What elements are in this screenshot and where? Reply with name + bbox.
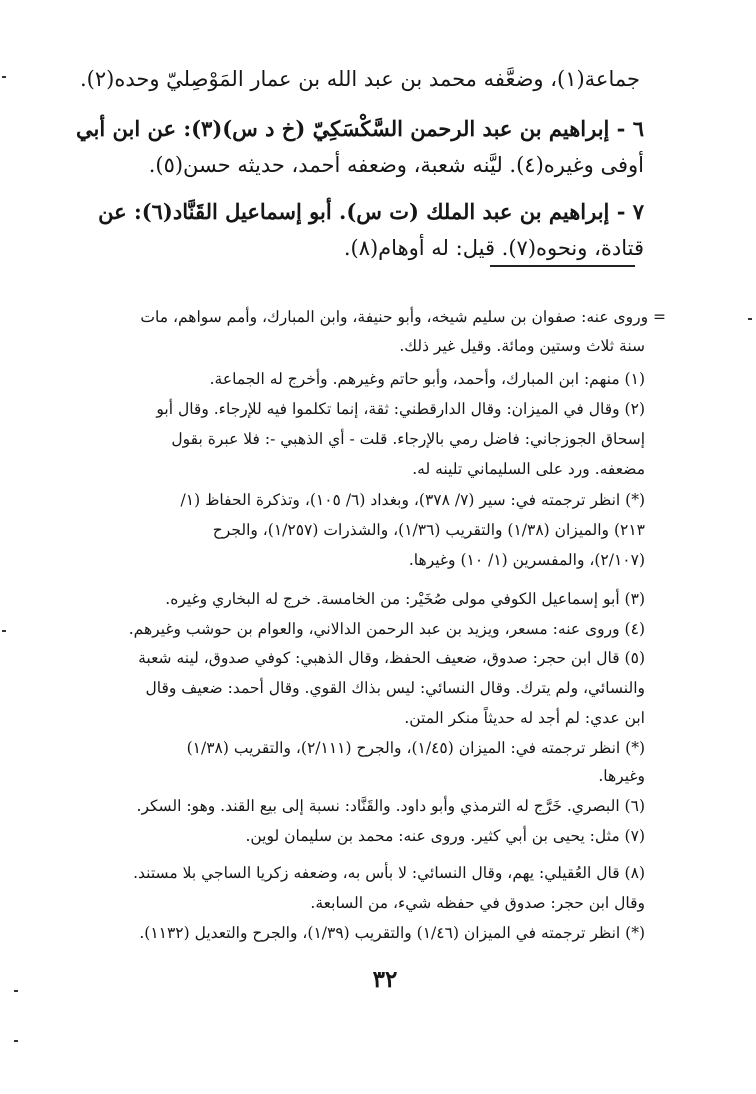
main-line: أوفى وغيره(٤). ليَّنه شعبة، وضعفه أحمد، حديثه حسن(٥). [148,153,644,177]
margin-speck [14,1040,18,1042]
margin-speck [2,630,6,632]
footnote-line: والنسائي، ولم يترك. وقال النسائي: ليس بذاك القوي. وقال أحمد: ضعيف وقال [145,679,645,697]
footnote-line: (*) انظر ترجمته في الميزان (١/٤٦) والتقريب (١/٣٩)، والجرح والتعديل (١١٣٢). [139,924,645,942]
margin-speck [2,76,6,78]
footnote-line: ٢١٣) والميزان (١/٣٨) والتقريب (١/٣٦)، والشذرات (١/٢٥٧)، والجرح [212,521,645,539]
footnote-line: (٥) قال ابن حجر: صدوق، ضعيف الحفظ، وقال الذهبي: كوفي صدوق، لينه شعبة [138,649,645,667]
page-number: ٣٢ [372,966,398,993]
entry-6-heading: ٦ - إبراهيم بن عبد الرحمن السَّكْسَكِيّ (خ د س)(٣): عن ابن أبي [76,116,644,141]
main-line: قتادة، ونحوه(٧). قيل: له أوهام(٨). [343,236,644,260]
footnote-line: = وروى عنه: صفوان بن سليم شيخه، وأبو حنيفة، وابن المبارك، وأمم سواهم، مات [140,308,666,326]
footnote-line: (٦) البصري. خَرَّج له الترمذي وأبو داود. والقَنَّاد: نسبة إلى بيع القند. وهو: السكر. [136,797,645,815]
footnote-line: (*) انظر ترجمته في: الميزان (١/٤٥)، والجرح (٢/١١١)، والتقريب (١/٣٨) [186,739,645,757]
footnote-line: (١) منهم: ابن المبارك، وأحمد، وأبو حاتم وغيرهم. وأخرج له الجماعة. [209,370,645,388]
footnote-line: (٢) وقال في الميزان: وقال الدارقطني: ثقة، إنما تكلموا فيه للإرجاء. وقال أبو [156,400,645,418]
footnote-line: وقال ابن حجر: صدوق في حفظه شيء، من السابعة. [310,894,645,912]
footnote-line: مضعفه. ورد على السليماني تلينه له. [412,460,645,478]
main-line: جماعة(١)، وضعَّفه محمد بن عبد الله بن عمار المَوْصِليّ وحده(٢). [79,67,640,91]
footnote-line: (٢/١٠٧)، والمفسرين (١/ ١٠) وغيرها. [408,551,645,569]
footnote-line: (٣) أبو إسماعيل الكوفي مولى صُخَيْر: من الخامسة. خرج له البخاري وغيره. [165,590,645,608]
footnote-line: (٤) وروى عنه: مسعر، ويزيد بن عبد الرحمن الدالاني، والعوام بن حوشب وغيرهم. [128,620,645,638]
footnote-divider [490,265,635,267]
footnote-line: وغيرها. [598,767,645,785]
footnote-line: سنة ثلاث وستين ومائة. وقيل غير ذلك. [399,337,645,355]
margin-speck [748,318,752,320]
footnote-line: (٧) مثل: يحيى بن أبي كثير. وروى عنه: محمد بن سليمان لوين. [245,827,645,845]
margin-speck [14,990,18,992]
footnote-line: ابن عدي: لم أجد له حديثاً منكر المتن. [404,709,645,727]
footnote-line: (٨) قال العُقيلي: يهم، وقال النسائي: لا بأس به، وضعفه زكريا الساجي بلا مستند. [133,864,645,882]
footnote-line: (*) انظر ترجمته في: سير (٧/ ٣٧٨)، وبغداد (٦/ ١٠٥)، وتذكرة الحفاظ (١/ [180,491,645,509]
entry-7-heading: ٧ - إبراهيم بن عبد الملك (ت س). أبو إسماعيل القَنَّاد(٦): عن [98,199,644,224]
footnote-line: إسحاق الجوزجاني: فاضل رمي بالإرجاء. قلت - أي الذهبي -: فلا عبرة بقول [171,430,645,448]
